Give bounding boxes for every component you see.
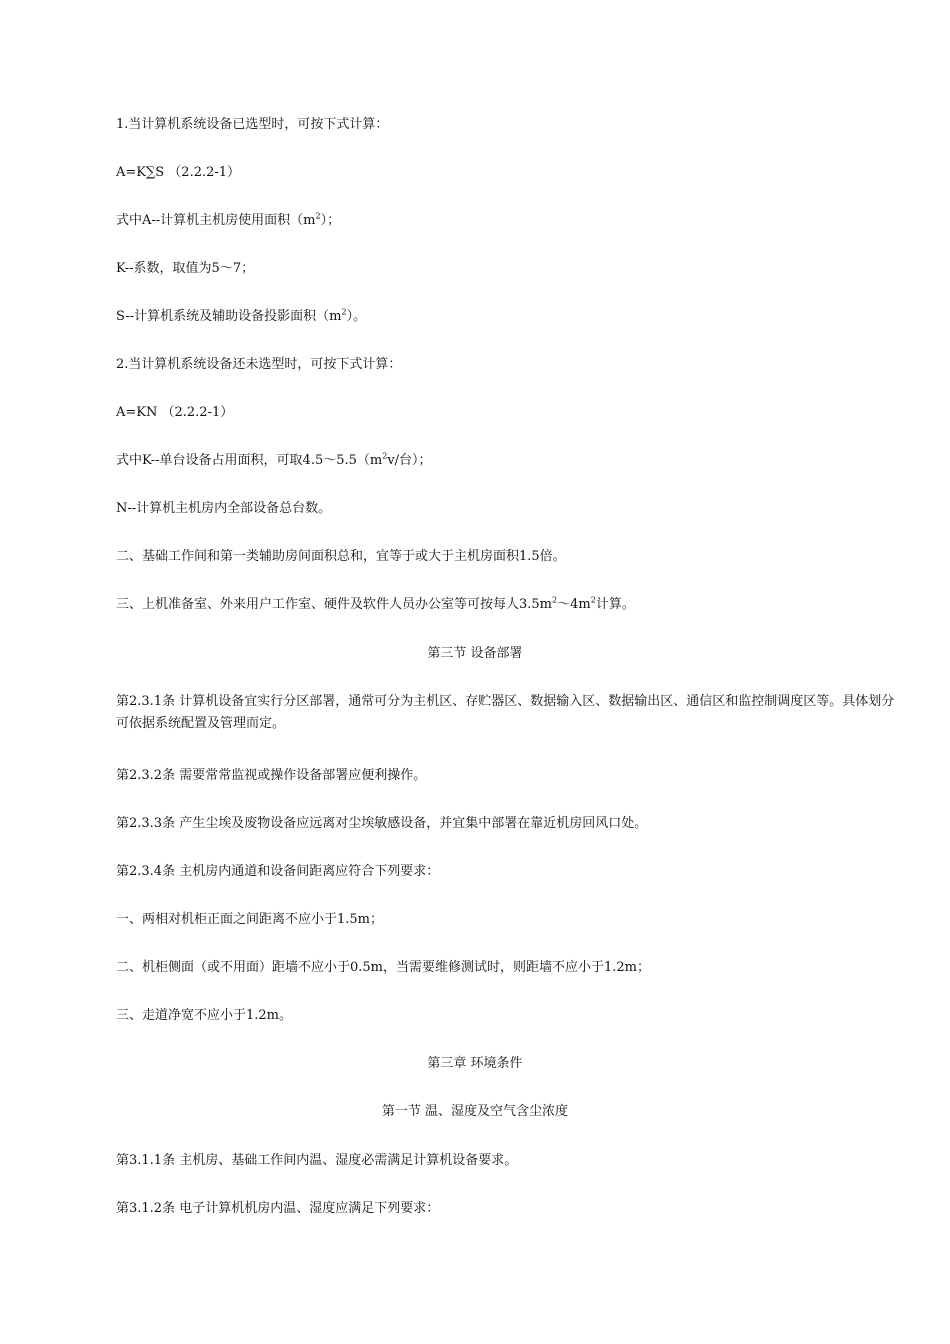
clause-two: 二、基础工作间和第一类辅助房间面积总和，宜等于或大于主机房面积1.5倍。 xyxy=(116,549,566,564)
section-heading-1: 第一节 温、湿度及空气含尘浓度 xyxy=(381,1104,569,1119)
formula-2-var-n: N--计算机主机房内全部设备总台数。 xyxy=(116,501,332,516)
formula-2: A=KN （2.2.2-1） xyxy=(116,405,234,420)
clause-three: 三、上机准备室、外来用户工作室、硬件及软件人员办公室等可按每人$3.5m^2\sim 4m^2$计算。 xyxy=(116,595,635,612)
article-2-3-1: 第2.3.1条 计算机设备宜实行分区部署，通常可分为主机区、存贮器区、数据输入区、数据输出区、通信区和监控制调度区等。具体划分可依据系统配置及管理而定。 xyxy=(116,694,895,731)
requirement-two: 二、机柜侧面（或不用面）距墙不应小于0.5m，当需要维修测试时，则距墙不应小于1.2m； xyxy=(116,960,651,975)
requirement-three: 三、走道净宽不应小于1.2m。 xyxy=(116,1008,293,1023)
formula-1-var-a: 式中A--计算机主机房使用面积$(m^2)$； xyxy=(116,211,341,228)
requirement-one: 一、两相对机柜正面之间距离不应小于1.5m； xyxy=(116,912,384,927)
section-heading-3: 第三节 设备部署 xyxy=(427,646,523,661)
article-2-3-2: 第2.3.2条 需要常常监视或操作设备部署应便利操作。 xyxy=(116,768,427,783)
formula-1: A=K∑S （2.2.2-1） xyxy=(116,165,241,180)
formula-2-var-k: 式中K--单台设备占用面积，可取$4.5\sim 5.5(m^2v/$台）； xyxy=(116,451,432,468)
formula-intro-1: 1.当计算机系统设备已选型时，可按下式计算： xyxy=(116,117,389,132)
article-2-3-3: 第2.3.3条 产生尘埃及废物设备应远离对尘埃敏感设备，并宜集中部署在靠近机房回风口处。 xyxy=(116,816,648,831)
formula-1-var-s: S--计算机系统及辅助设备投影面积$(m^2)$。 xyxy=(116,307,367,324)
formula-1-var-k: K--系数，取值为5～7； xyxy=(116,261,255,276)
article-2-3-4: 第2.3.4条 主机房内通道和设备间距离应符合下列要求： xyxy=(116,864,440,879)
article-3-1-1: 第3.1.1条 主机房、基础工作间内温、湿度必需满足计算机设备要求。 xyxy=(116,1153,518,1168)
formula-intro-2: 2.当计算机系统设备还未选型时，可按下式计算： xyxy=(116,357,402,372)
article-3-1-2: 第3.1.2条 电子计算机机房内温、湿度应满足下列要求： xyxy=(116,1201,440,1216)
chapter-heading-3: 第三章 环境条件 xyxy=(427,1056,523,1071)
